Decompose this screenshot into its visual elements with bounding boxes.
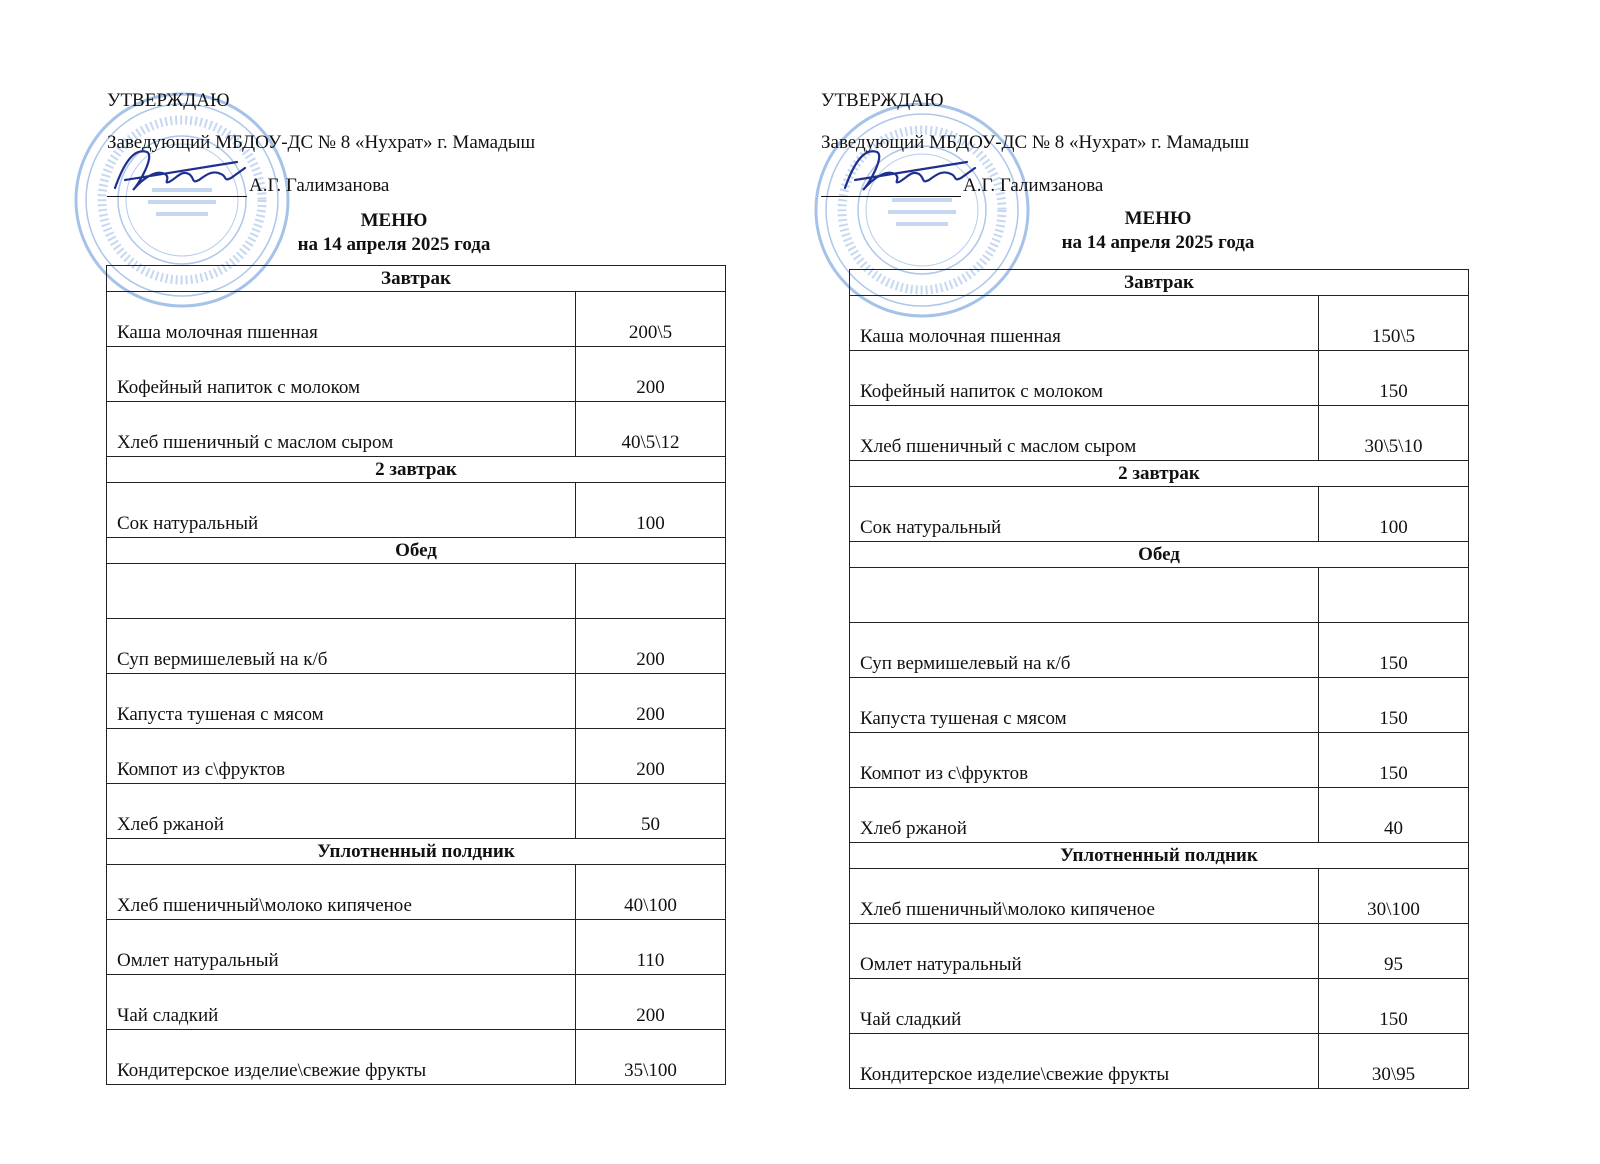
dish-name: Хлеб пшеничный с маслом сыром — [107, 402, 576, 457]
portion-size — [1319, 568, 1469, 623]
menu-heading — [84, 209, 704, 257]
dish-name: Омлет натуральный — [850, 924, 1319, 979]
dish-name: Кофейный напиток с молоком — [850, 351, 1319, 406]
dish-name: Хлеб пшеничный с маслом сыром — [850, 406, 1319, 461]
dish-name: Кондитерское изделие\свежие фрукты — [107, 1030, 576, 1085]
table-row — [107, 729, 726, 784]
dish-name: Хлеб ржаной — [107, 784, 576, 839]
dish-name: Каша молочная пшенная — [850, 296, 1319, 351]
table-row — [107, 619, 726, 674]
table-row — [850, 678, 1469, 733]
dish-name: Кондитерское изделие\свежие фрукты — [850, 1034, 1319, 1089]
portion-size: 150 — [1319, 678, 1469, 733]
portion-size: 200 — [576, 674, 726, 729]
section-header-row — [850, 843, 1469, 869]
table-row — [850, 487, 1469, 542]
dish-name: Хлеб пшеничный\молоко кипяченое — [107, 865, 576, 920]
dish-name — [107, 564, 576, 619]
approver-name: А.Г. Галимзанова — [963, 175, 1104, 196]
section-header-row — [107, 538, 726, 564]
dish-name: Компот из с\фруктов — [107, 729, 576, 784]
approver-signature-line — [107, 175, 389, 197]
section-header-row — [850, 270, 1469, 296]
menu-heading — [848, 207, 1468, 255]
section-title: Уплотненный полдник — [107, 839, 726, 865]
dish-name: Суп вермишелевый на к/б — [850, 623, 1319, 678]
portion-size: 40 — [1319, 788, 1469, 843]
section-title: Завтрак — [107, 266, 726, 292]
dish-name: Капуста тушеная с мясом — [107, 674, 576, 729]
section-title: 2 завтрак — [107, 457, 726, 483]
portion-size: 200\5 — [576, 292, 726, 347]
portion-size: 35\100 — [576, 1030, 726, 1085]
portion-size: 200 — [576, 975, 726, 1030]
table-row — [850, 623, 1469, 678]
approver-name: А.Г. Галимзанова — [249, 175, 390, 196]
section-title: Обед — [850, 542, 1469, 568]
portion-size: 110 — [576, 920, 726, 975]
table-row — [850, 296, 1469, 351]
dish-name: Хлеб пшеничный\молоко кипяченое — [850, 869, 1319, 924]
table-row — [107, 347, 726, 402]
menu-sheet-right — [740, 0, 1540, 1164]
table-row — [107, 483, 726, 538]
section-header-row — [107, 266, 726, 292]
dish-name: Омлет натуральный — [107, 920, 576, 975]
section-title: Обед — [107, 538, 726, 564]
portion-size: 150 — [1319, 733, 1469, 788]
table-row — [107, 292, 726, 347]
table-row — [107, 975, 726, 1030]
table-row — [107, 564, 726, 619]
dish-name: Сок натуральный — [107, 483, 576, 538]
table-row — [850, 733, 1469, 788]
section-header-row — [850, 461, 1469, 487]
approver-signature-line — [821, 175, 1103, 197]
table-row — [850, 406, 1469, 461]
section-header-row — [107, 457, 726, 483]
table-row — [850, 351, 1469, 406]
portion-size: 200 — [576, 619, 726, 674]
approver-position: Заведующий МБДОУ-ДС № 8 «Нухрат» г. Мамадыш — [821, 132, 1250, 153]
dish-name: Чай сладкий — [850, 979, 1319, 1034]
dish-name: Кофейный напиток с молоком — [107, 347, 576, 402]
signature-underline — [107, 178, 247, 197]
section-header-row — [850, 542, 1469, 568]
menu-table — [106, 265, 726, 1085]
portion-size: 95 — [1319, 924, 1469, 979]
table-row — [107, 865, 726, 920]
table-row — [107, 674, 726, 729]
portion-size: 50 — [576, 784, 726, 839]
portion-size: 40\100 — [576, 865, 726, 920]
approve-title: УТВЕРЖДАЮ — [821, 90, 944, 111]
table-row — [107, 1030, 726, 1085]
dish-name: Хлеб ржаной — [850, 788, 1319, 843]
portion-size: 100 — [576, 483, 726, 538]
approve-title: УТВЕРЖДАЮ — [107, 90, 230, 111]
menu-title: МЕНЮ — [360, 210, 428, 231]
menu-date: на 14 апреля 2025 года — [1061, 232, 1255, 253]
portion-size: 100 — [1319, 487, 1469, 542]
dish-name: Компот из с\фруктов — [850, 733, 1319, 788]
approver-position: Заведующий МБДОУ-ДС № 8 «Нухрат» г. Мамадыш — [107, 132, 536, 153]
portion-size — [576, 564, 726, 619]
dish-name: Каша молочная пшенная — [107, 292, 576, 347]
table-row — [850, 924, 1469, 979]
portion-size: 150 — [1319, 979, 1469, 1034]
menu-date: на 14 апреля 2025 года — [297, 234, 491, 255]
table-row — [850, 979, 1469, 1034]
portion-size: 150 — [1319, 623, 1469, 678]
table-row — [107, 784, 726, 839]
section-title: Завтрак — [850, 270, 1469, 296]
portion-size: 200 — [576, 347, 726, 402]
section-header-row — [107, 839, 726, 865]
portion-size: 30\95 — [1319, 1034, 1469, 1089]
section-title: Уплотненный полдник — [850, 843, 1469, 869]
portion-size: 200 — [576, 729, 726, 784]
table-row — [850, 869, 1469, 924]
dish-name: Сок натуральный — [850, 487, 1319, 542]
table-row — [107, 402, 726, 457]
portion-size: 150\5 — [1319, 296, 1469, 351]
portion-size: 150 — [1319, 351, 1469, 406]
menu-table — [849, 269, 1469, 1089]
portion-size: 30\100 — [1319, 869, 1469, 924]
portion-size: 30\5\10 — [1319, 406, 1469, 461]
table-row — [850, 1034, 1469, 1089]
table-row — [107, 920, 726, 975]
portion-size: 40\5\12 — [576, 402, 726, 457]
table-row — [850, 568, 1469, 623]
menu-title: МЕНЮ — [1124, 208, 1192, 229]
section-title: 2 завтрак — [850, 461, 1469, 487]
dish-name — [850, 568, 1319, 623]
table-row — [850, 788, 1469, 843]
dish-name: Капуста тушеная с мясом — [850, 678, 1319, 733]
dish-name: Чай сладкий — [107, 975, 576, 1030]
signature-underline — [821, 178, 961, 197]
dish-name: Суп вермишелевый на к/б — [107, 619, 576, 674]
